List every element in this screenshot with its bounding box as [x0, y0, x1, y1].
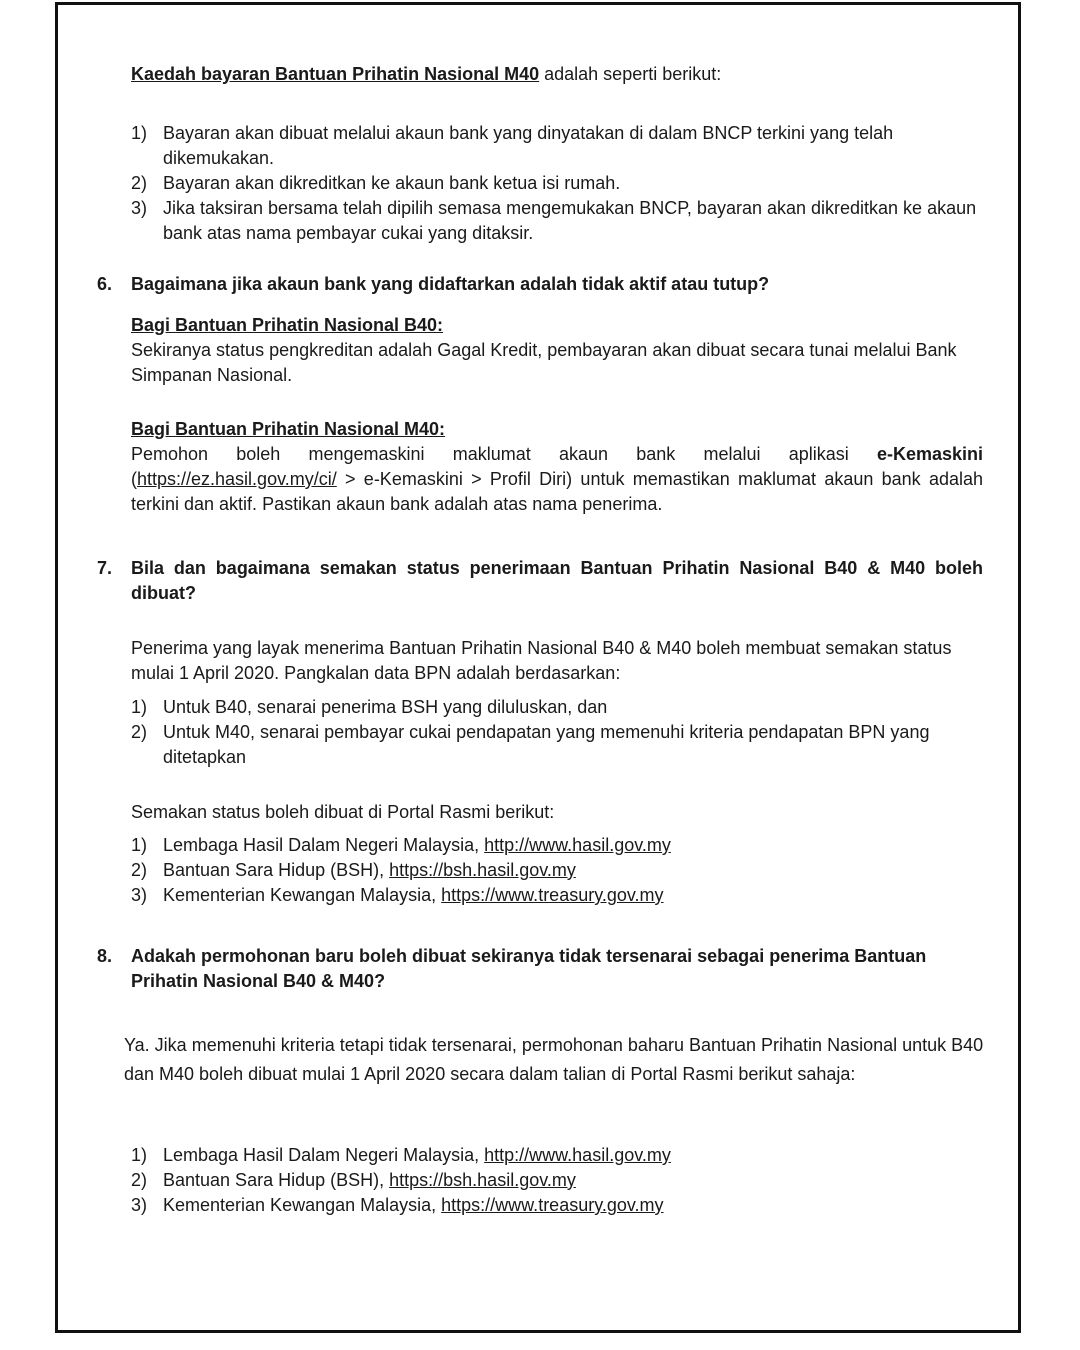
q8-answer: Ya. Jika memenuhi kriteria tetapi tidak tersenarai, permohonan baharu Bantuan Prihatin Nasional untuk B40 dan M40 boleh dibuat mulai 1 April 2020 secara dalam talian di Portal Rasmi berikut sahaja:: [124, 1035, 984, 1084]
list-number: 3): [131, 1195, 148, 1215]
list-number: 1): [131, 1145, 148, 1165]
list-number: 3): [131, 885, 148, 905]
list-text: Bayaran akan dibuat melalui akaun bank yang dinyatakan di dalam BNCP terkini yang telah dikemukakan.: [163, 123, 894, 168]
question-text: Bagaimana jika akaun bank yang didaftarkan adalah tidak aktif atau tutup?: [131, 274, 770, 294]
bsh-link[interactable]: https://bsh.hasil.gov.my: [389, 1170, 576, 1190]
list-item: [131, 833, 983, 858]
list-number: 1): [131, 697, 148, 717]
list-text: Untuk B40, senarai penerima BSH yang diluluskan, dan: [163, 697, 608, 717]
portal-name: Lembaga Hasil Dalam Negeri Malaysia,: [163, 835, 485, 855]
list-number: 2): [131, 722, 148, 742]
question-number: 6.: [97, 274, 113, 294]
q7-basis-list: [131, 695, 983, 770]
question-number: 7.: [97, 558, 113, 578]
portal-name: Bantuan Sara Hidup (BSH),: [163, 1170, 390, 1190]
list-item: [131, 1193, 983, 1218]
list-item: [131, 1168, 983, 1193]
list-number: 2): [131, 860, 148, 880]
q6-b40-section: [131, 313, 983, 388]
question-text: Adakah permohonan baru boleh dibuat sekiranya tidak tersenarai sebagai penerima Bantuan Prihatin Nasional B40 & M40?: [131, 946, 927, 991]
bsh-link[interactable]: https://bsh.hasil.gov.my: [389, 860, 576, 880]
list-number: 1): [131, 835, 148, 855]
list-item: [131, 196, 983, 246]
text: Pemohon boleh mengemaskini maklumat akaun bank melalui aplikasi: [131, 444, 877, 464]
list-item: [131, 1143, 983, 1168]
payment-method-label: Kaedah bayaran Bantuan Prihatin Nasional M40: [131, 64, 540, 84]
list-number: 2): [131, 1170, 148, 1190]
ez-hasil-link[interactable]: https://ez.hasil.gov.my/ci/: [137, 469, 337, 489]
question-text: Bila dan bagaimana semakan status penerimaan Bantuan Prihatin Nasional B40 & M40 boleh dibuat?: [131, 558, 983, 603]
portal-name: Bantuan Sara Hidup (BSH),: [163, 860, 390, 880]
payment-method-suffix: adalah seperti berikut:: [539, 64, 722, 84]
q6-m40-label: Bagi Bantuan Prihatin Nasional M40:: [131, 419, 446, 439]
hasil-link[interactable]: http://www.hasil.gov.my: [484, 835, 671, 855]
q7-portal-list: [131, 833, 983, 908]
list-item: [131, 121, 983, 171]
q8-portal-list: [131, 1143, 983, 1218]
list-item: [131, 695, 983, 720]
q6-b40-label: Bagi Bantuan Prihatin Nasional B40:: [131, 315, 444, 335]
portal-name: Kementerian Kewangan Malaysia,: [163, 885, 442, 905]
q7-portal-intro: Semakan status boleh dibuat di Portal Rasmi berikut:: [131, 802, 555, 822]
text: (: [131, 469, 137, 489]
list-item: [131, 171, 983, 196]
portal-name: Kementerian Kewangan Malaysia,: [163, 1195, 442, 1215]
list-item: [131, 720, 983, 770]
text: > e-Kemaskini > Profil Diri) untuk memastikan maklumat akaun bank adalah terkini dan aktif. Pastikan akaun bank adalah atas nama penerima.: [131, 469, 983, 514]
list-number: 1): [131, 123, 148, 143]
question-7: [97, 556, 983, 606]
question-6: [97, 272, 983, 297]
list-item: [131, 858, 983, 883]
q6-b40-text: Sekiranya status pengkreditan adalah Gagal Kredit, pembayaran akan dibuat secara tunai melalui Bank Simpanan Nasional.: [131, 340, 957, 385]
q7-intro: Penerima yang layak menerima Bantuan Prihatin Nasional B40 & M40 boleh membuat semakan status mulai 1 April 2020. Pangkalan data BPN adalah berdasarkan:: [131, 638, 952, 683]
question-8: [97, 944, 983, 994]
treasury-link[interactable]: https://www.treasury.gov.my: [441, 1195, 664, 1215]
question-number: 8.: [97, 946, 113, 966]
hasil-link[interactable]: http://www.hasil.gov.my: [484, 1145, 671, 1165]
e-kemaskini-label: e-Kemaskini: [876, 444, 983, 464]
list-text: Jika taksiran bersama telah dipilih semasa mengemukakan BNCP, bayaran akan dikreditkan ke akaun bank atas nama pembayar cukai yang ditaksir.: [163, 198, 977, 243]
payment-method-intro: [131, 62, 983, 87]
treasury-link[interactable]: https://www.treasury.gov.my: [441, 885, 664, 905]
list-text: Bayaran akan dikreditkan ke akaun bank ketua isi rumah.: [163, 173, 621, 193]
q6-m40-text: [131, 442, 983, 517]
list-text: Untuk M40, senarai pembayar cukai pendapatan yang memenuhi kriteria pendapatan BPN yang ditetapkan: [163, 722, 930, 767]
list-item: [131, 883, 983, 908]
list-number: 2): [131, 173, 148, 193]
q6-m40-section: [131, 417, 983, 517]
portal-name: Lembaga Hasil Dalam Negeri Malaysia,: [163, 1145, 485, 1165]
list-number: 3): [131, 198, 148, 218]
payment-method-list: [131, 121, 983, 246]
